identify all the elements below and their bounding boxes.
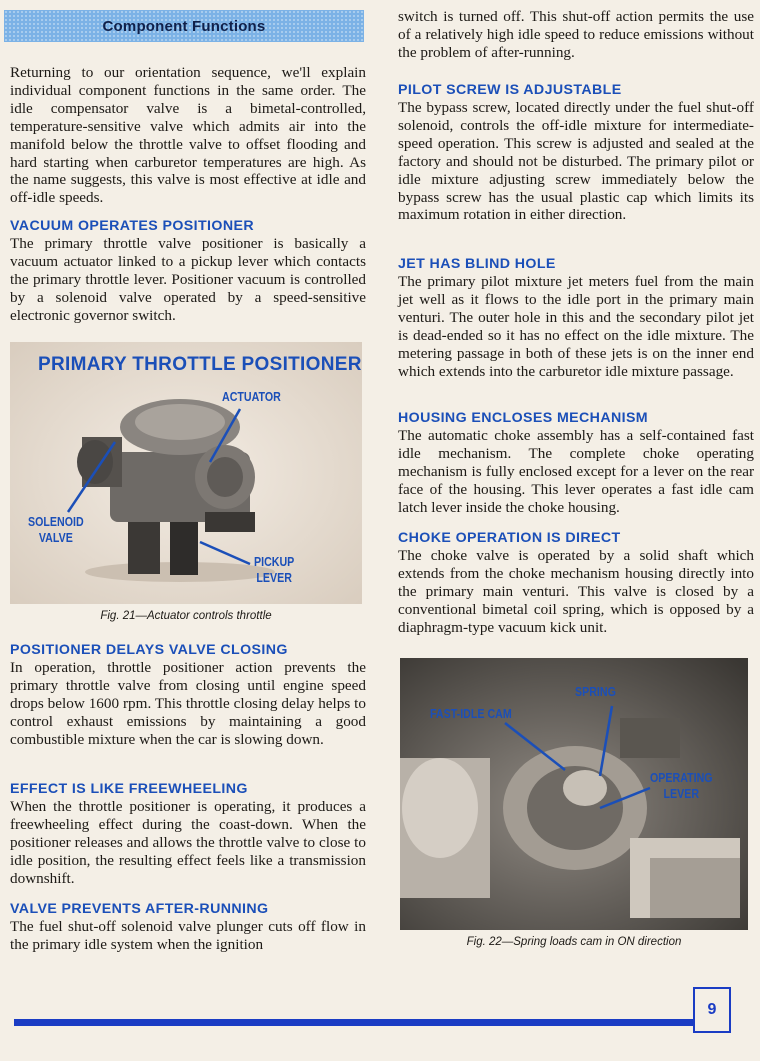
figure-22-caption: Fig. 22—Spring loads cam in ON direction	[466, 936, 682, 948]
intro-paragraph: Returning to our orientation sequence, we'll explain individual component functions in the same order. The idle compensator valve is a bimetal-controlled, temperature-sensitive valve which admits air into the manifold below the throttle valve to offset flooding and hard starting when carburetor temperatures are high. As the name suggests, this valve is most effective at idle and off-idle speeds.	[10, 64, 366, 207]
section-title: Component Functions	[102, 17, 266, 35]
section-banner	[4, 10, 364, 42]
figure-22-photo	[400, 658, 748, 930]
page-number: 9	[707, 1001, 717, 1018]
actuator-label: ACTUATOR	[222, 389, 281, 404]
section-body: The primary pilot mixture jet meters fuel from the main jet well as it flows to the idle port in the primary main venturi. The outer hole in this and the secondary pilot jet is dead-ended so it has no effect on the idle mixture. The metering passage in both of these jets is on the inner end which extends into the carburetor idle mixture passage.	[398, 273, 754, 380]
spring-label: SPRING	[575, 684, 616, 699]
section-positioner-delays	[10, 642, 366, 749]
section-freewheeling	[10, 781, 366, 888]
continued-paragraph: switch is turned off. This shut-off action permits the use of a relatively high idle speed to reduce emissions without the problem of after-running.	[398, 8, 754, 61]
section-heading: VACUUM OPERATES POSITIONER	[10, 218, 254, 234]
section-body: When the throttle positioner is operating, it produces a freewheeling effect during the coast-down. When the positioner releases and allows the throttle valve to close to idle position, the resulting effect feels like a transmission downshift.	[10, 798, 366, 887]
carburetor-photo	[10, 342, 362, 604]
figure-21-photo	[10, 342, 362, 604]
fast-idle-cam-label: FAST-IDLE CAM	[430, 706, 512, 721]
figure-21-caption: Fig. 21—Actuator controls throttle	[100, 610, 272, 622]
section-body: The primary throttle valve positioner is basically a vacuum actuator linked to a pickup lever which contacts the primary throttle lever. Positioner vacuum is controlled by a solenoid valve operated by a speed-sensitive electronic governor switch.	[10, 235, 366, 324]
section-body: In operation, throttle positioner action prevents the primary throttle valve from closing until engine speed drops below 1600 rpm. This throttle closing delay helps to control exhaust emissions by maintaining a good combustible mixture when the car is slowing down.	[10, 659, 366, 748]
section-heading: VALVE PREVENTS AFTER-RUNNING	[10, 901, 269, 917]
section-after-running	[10, 901, 366, 954]
section-heading: CHOKE OPERATION IS DIRECT	[398, 530, 621, 546]
pickup-lever-label: PICKUP LEVER	[254, 554, 295, 585]
section-body: The fuel shut-off solenoid valve plunger cuts off flow in the primary idle system when the ignition	[10, 918, 366, 953]
section-heading: EFFECT IS LIKE FREEWHEELING	[10, 781, 248, 797]
left-intro-block	[10, 64, 366, 207]
page-number-badge	[693, 987, 731, 1033]
section-choke-operation	[398, 530, 754, 637]
section-vacuum-positioner	[10, 218, 366, 325]
section-body: The choke valve is operated by a solid shaft which extends from the choke mechanism housing directly into the primary main venturi. This valve is closed by a conventional bimetal coil spring, which is opposed by a diaphragm-type vacuum kick unit.	[398, 547, 754, 636]
section-pilot-screw	[398, 82, 754, 224]
figure-title: PRIMARY THROTTLE POSITIONER	[38, 354, 362, 375]
section-body: The bypass screw, located directly under the fuel shut-off solenoid, controls the off-idle mixture for intermediate-speed operation. This screw is adjusted and sealed at the factory and should not be disturbed. The primary pilot or idle mixture adjusting screw immediately below the bypass screw has the usual plastic cap which limits its maximum rotation in either direction.	[398, 99, 754, 224]
section-heading: HOUSING ENCLOSES MECHANISM	[398, 410, 649, 426]
right-intro-block	[398, 8, 754, 62]
section-heading: JET HAS BLIND HOLE	[398, 256, 556, 272]
section-housing-mechanism	[398, 410, 754, 517]
footer-rule	[14, 1019, 696, 1026]
operating-lever-label: OPERATING LEVER	[650, 770, 713, 801]
section-body: The automatic choke assembly has a self-contained fast idle mechanism. The complete choke operating mechanism is fully enclosed except for a lever on the rear face of the housing. This lever operates a fast idle cam latch lever inside the choke housing.	[398, 427, 754, 516]
solenoid-valve-label: SOLENOID VALVE	[28, 514, 84, 545]
section-heading: POSITIONER DELAYS VALVE CLOSING	[10, 642, 288, 658]
section-heading: PILOT SCREW IS ADJUSTABLE	[398, 82, 622, 98]
section-jet-blind-hole	[398, 256, 754, 380]
